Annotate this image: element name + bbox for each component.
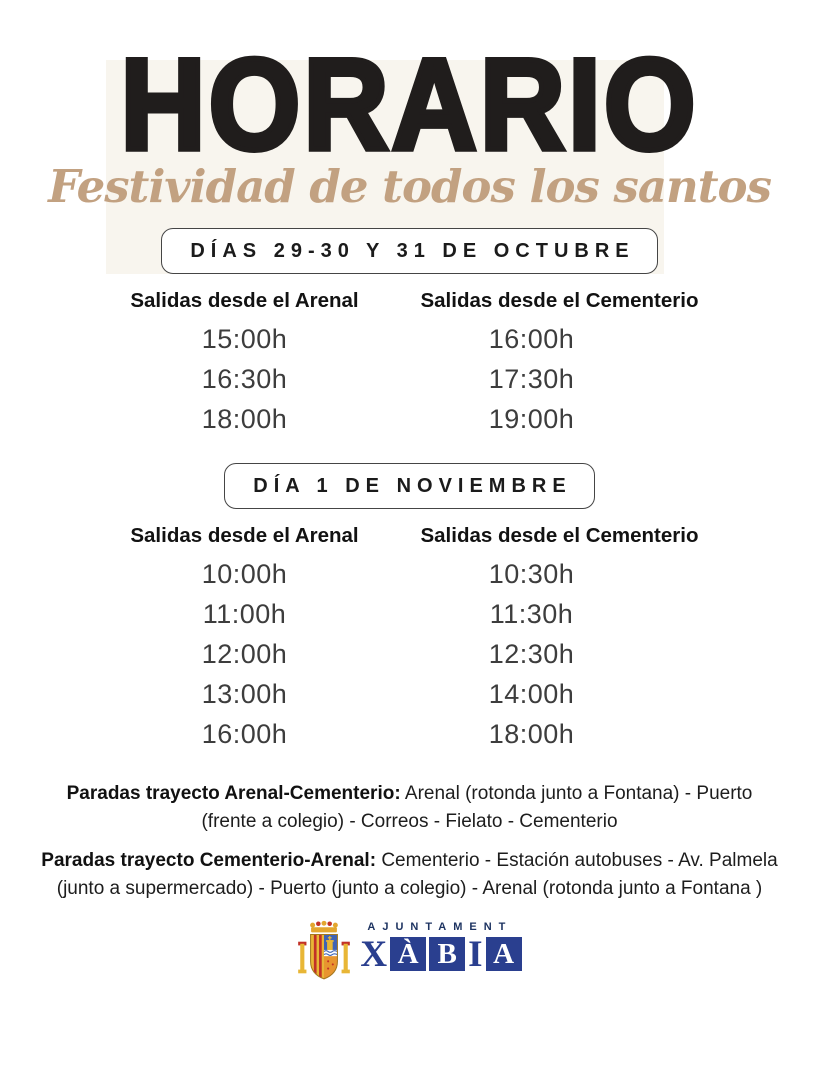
note-arenal-cementerio bbox=[37, 780, 782, 835]
xabia-wordmark bbox=[360, 934, 521, 976]
time-cell: 16:00h bbox=[201, 719, 288, 749]
note-cementerio-arenal bbox=[37, 847, 782, 902]
timetable-november bbox=[95, 524, 725, 750]
time-cell: 12:00h bbox=[201, 639, 288, 669]
column-header-cementerio: Salidas desde el Cementerio bbox=[420, 524, 699, 547]
note-label: Paradas trayecto Arenal-Cementerio: bbox=[66, 783, 401, 804]
logo-text bbox=[360, 920, 521, 976]
xabia-letter: À bbox=[390, 937, 426, 971]
time-cell: 18:00h bbox=[201, 404, 288, 434]
ajuntament-label: AJUNTAMENT bbox=[367, 921, 513, 934]
xabia-letter: B bbox=[429, 937, 465, 971]
time-cell: 13:00h bbox=[201, 679, 288, 709]
column-header-arenal: Salidas desde el Arenal bbox=[130, 289, 359, 312]
time-cell: 17:30h bbox=[488, 364, 575, 394]
date-box-october: DÍAS 29-30 Y 31 DE OCTUBRE bbox=[161, 228, 657, 274]
time-cell: 14:00h bbox=[488, 679, 575, 709]
date-box-november: DÍA 1 DE NOVIEMBRE bbox=[224, 463, 594, 509]
time-cell: 10:00h bbox=[201, 559, 288, 589]
timetable-october bbox=[95, 289, 725, 435]
xabia-letter: A bbox=[486, 937, 522, 971]
date-box-november-wrap bbox=[0, 463, 819, 509]
time-cell: 15:00h bbox=[201, 324, 288, 354]
time-cell: 11:00h bbox=[202, 599, 287, 629]
note-label: Paradas trayecto Cementerio-Arenal: bbox=[41, 850, 377, 872]
page-subtitle: Festividad de todos los santos bbox=[48, 160, 771, 213]
ajuntament-xabia-logo bbox=[0, 920, 819, 982]
column-header-cementerio: Salidas desde el Cementerio bbox=[420, 289, 699, 312]
xabia-letter: I bbox=[468, 934, 483, 976]
note-text: Arenal (rotonda junto a Fontana) - Puerto (frente a colegio) - Correos - Fielato - Cementerio bbox=[201, 783, 753, 832]
column-header-arenal: Salidas desde el Arenal bbox=[130, 524, 359, 547]
time-cell: 19:00h bbox=[488, 404, 575, 434]
time-cell: 10:30h bbox=[488, 559, 575, 589]
poster bbox=[0, 32, 819, 982]
note-text: Cementerio - Estación autobuses - Av. Palmela (junto a supermercado) - Puerto (junto a colegio) - Arenal (rotonda junto a Fontana ) bbox=[56, 850, 778, 899]
date-box-october-wrap bbox=[0, 228, 819, 274]
xabia-coat-of-arms-icon bbox=[297, 920, 351, 982]
time-cell: 16:30h bbox=[201, 364, 288, 394]
time-cell: 16:00h bbox=[488, 324, 575, 354]
time-cell: 11:30h bbox=[489, 599, 574, 629]
page-title: HORARIO bbox=[120, 32, 699, 178]
xabia-letter: X bbox=[360, 934, 388, 976]
time-cell: 18:00h bbox=[488, 719, 575, 749]
time-cell: 12:30h bbox=[488, 639, 575, 669]
